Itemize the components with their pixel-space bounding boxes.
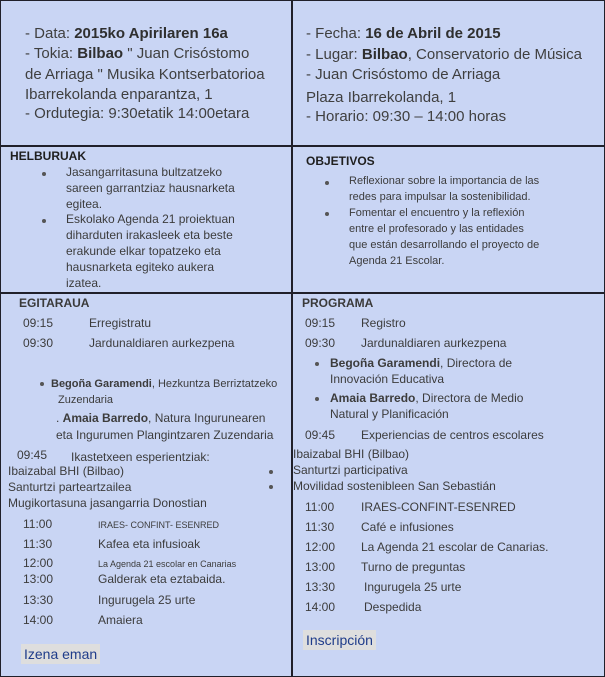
address-line-es: Plaza Ibarrekolanda, 1 <box>306 89 457 106</box>
item-canarias: La Agenda 21 escolar en Canarias <box>98 559 237 569</box>
speaker-2-line-1 <box>330 390 523 406</box>
bullet-icon <box>269 485 273 489</box>
bullet-icon <box>325 181 329 185</box>
time-0930: 09:30 <box>305 336 336 350</box>
objective-2-line-4: Agenda 21 Escolar. <box>349 255 445 267</box>
time-1330: 13:30 <box>305 580 336 594</box>
objective-1-line-1: Jasangarritasuna bultzatzeko <box>66 165 223 179</box>
column-divider <box>291 0 293 677</box>
speaker-2-line-2: Natural y Planificación <box>330 407 449 421</box>
register-link-es[interactable]: Inscripción <box>303 630 376 650</box>
time-1200: 12:00 <box>305 540 336 554</box>
place-venue: , Conservatorio de Música <box>407 46 582 63</box>
bullet-icon <box>315 397 319 401</box>
item-iraes: IRAES- CONFINT- ESENRED <box>98 520 220 530</box>
speaker-role: , Hezkuntza Berriztatzeko <box>151 378 278 390</box>
place-label: - Lugar: <box>306 46 362 63</box>
objective-2-line-2: entre el profesorado y las entidades <box>349 223 524 235</box>
time-0915: 09:15 <box>305 316 336 330</box>
objective-2-line-1: Eskolako Agenda 21 proiektuan <box>66 212 235 226</box>
time-1200: 12:00 <box>23 556 54 570</box>
speaker-prefix: . <box>56 411 63 425</box>
date-value: 2015ko Apirilaren 16a <box>74 25 228 42</box>
bullet-icon <box>40 382 44 386</box>
objective-1-line-2: sareen garrantziaz hausnarketa <box>66 181 235 195</box>
objective-1-line-2: redes para impulsar la sostenibilidad. <box>349 191 531 203</box>
time-0945: 09:45 <box>17 448 48 462</box>
objective-1-line-1: Reflexionar sobre la importancia de las <box>349 175 540 187</box>
speaker-name: Begoña Garamendi <box>51 378 152 390</box>
schedule-line-es: - Horario: 09:30 – 14:00 horas <box>306 108 507 125</box>
objective-1-line-3: egitea. <box>66 197 103 211</box>
speaker-1-line-1 <box>51 376 277 392</box>
speaker-name: Amaia Barredo <box>330 391 416 405</box>
item-ingurugela: Ingurugela 25 urte <box>364 580 462 594</box>
item-questions: Galderak eta eztabaida. <box>98 572 226 586</box>
speaker-2-line-1 <box>56 410 265 426</box>
program-heading-eu: EGITARAUA <box>19 296 90 310</box>
venue-line-es: - Juan Crisóstomo de Arriaga <box>306 66 501 83</box>
time-1300: 13:00 <box>23 572 54 586</box>
experience-2: Santurtzi participativa <box>293 463 408 477</box>
time-0945: 09:45 <box>305 428 336 442</box>
row-divider-2 <box>0 292 605 294</box>
objective-2-line-3: que están desarrollando el proyecto de <box>349 239 540 251</box>
item-coffee: Kafea eta infusioak <box>98 537 201 551</box>
item-experiences: Ikastetxeen esperientziak: <box>71 450 210 464</box>
speaker-1-line-1 <box>330 355 512 371</box>
experience-1: Ibaizabal BHI (Bilbao) <box>293 447 410 461</box>
date-line-es <box>306 24 501 44</box>
time-0915: 09:15 <box>23 316 54 330</box>
program-heading-es: PROGRAMA <box>302 296 374 310</box>
item-iraes: IRAES-CONFINT-ESENRED <box>361 500 516 514</box>
date-label: - Fecha: <box>306 25 366 42</box>
speaker-role: , Directora de Medio <box>415 391 524 405</box>
venue-line-eu: de Arriaga " Musika Kontserbatorioa <box>25 66 265 83</box>
item-ingurugela: Ingurugela 25 urte <box>98 593 196 607</box>
objective-2-line-5: izatea. <box>66 276 102 290</box>
place-line-es <box>306 45 582 65</box>
objective-2-line-1: Fomentar el encuentro y la reflexión <box>349 207 525 219</box>
place-label: - Tokia: <box>25 45 78 62</box>
speaker-2-line-2: eta Ingurumen Plangintzaren Zuzendaria <box>56 428 274 442</box>
schedule-line-eu: - Ordutegia: 9:30etatik 14:00etara <box>25 105 250 122</box>
bullet-icon <box>325 212 329 216</box>
item-registration: Erregistratu <box>89 316 152 330</box>
speaker-name: Begoña Garamendi <box>330 356 441 370</box>
date-line-eu <box>25 24 228 44</box>
place-line-eu <box>25 44 249 64</box>
time-1400: 14:00 <box>305 600 336 614</box>
objectives-heading-es: OBJETIVOS <box>306 154 375 168</box>
experience-1: Ibaizabal BHI (Bilbao) <box>8 464 125 478</box>
time-0930: 09:30 <box>23 336 54 350</box>
time-1100: 11:00 <box>305 500 335 514</box>
item-coffee: Café e infusiones <box>361 520 454 534</box>
time-1100: 11:00 <box>23 517 53 531</box>
item-closing: Despedida <box>364 600 422 614</box>
objective-2-line-2: diharduten irakasleek eta beste <box>66 228 233 242</box>
date-label: - Data: <box>25 25 75 42</box>
time-1400: 14:00 <box>23 613 54 627</box>
time-1130: 11:30 <box>23 537 53 551</box>
place-city: Bilbao <box>77 45 124 62</box>
bullet-icon <box>269 470 273 474</box>
row-divider-1 <box>0 145 605 147</box>
speaker-name: Amaia Barredo <box>62 411 149 425</box>
bullet-icon <box>315 362 319 366</box>
speaker-1-line-2: Innovación Educativa <box>330 372 445 386</box>
bullet-icon <box>42 172 46 176</box>
time-1330: 13:30 <box>23 593 54 607</box>
item-presentation: Jardunaldiaren aurkezpena <box>89 336 235 350</box>
objective-2-line-4: hausnarketa egiteko aukera <box>66 260 215 274</box>
bullet-icon <box>42 219 46 223</box>
objective-2-line-3: erakunde elkar topatzeko eta <box>66 244 221 258</box>
item-registration: Registro <box>361 316 406 330</box>
item-experiences: Experiencias de centros escolares <box>361 428 544 442</box>
speaker-role: , Directora de <box>440 356 513 370</box>
speaker-role: , Natura Ingurunearen <box>148 411 266 425</box>
place-city: Bilbao <box>361 46 408 63</box>
item-questions: Turno de preguntas <box>361 560 466 574</box>
speaker-1-line-2: Zuzendaria <box>58 394 114 406</box>
time-1130: 11:30 <box>305 520 335 534</box>
objectives-heading-eu: HELBURUAK <box>10 149 86 163</box>
item-presentation: Jardunaldiaren aurkezpena <box>361 336 507 350</box>
register-link-eu[interactable]: Izena eman <box>21 644 100 664</box>
time-1300: 13:00 <box>305 560 336 574</box>
experience-3: Mugikortasuna jasangarria Donostian <box>8 496 207 510</box>
experience-3: Movilidad sostenibleen San Sebastián <box>293 479 496 493</box>
address-line-eu: Ibarrekolanda enparantza, 1 <box>25 86 213 103</box>
item-closing: Amaiera <box>98 613 143 627</box>
place-venue: " Juan Crisóstomo <box>123 45 250 62</box>
item-canarias: La Agenda 21 escolar de Canarias. <box>361 540 549 554</box>
experience-2: Santurtzi parteartzailea <box>8 480 132 494</box>
date-value: 16 de Abril de 2015 <box>365 25 501 42</box>
